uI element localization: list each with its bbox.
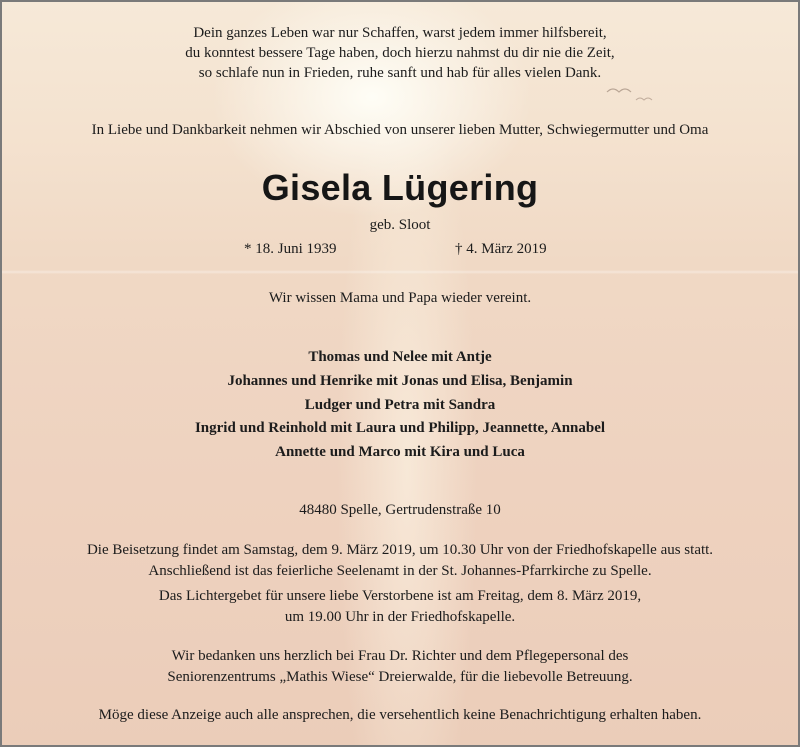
prayer-line: um 19.00 Uhr in der Friedhofskapelle. — [284, 609, 516, 625]
family-member: Ingrid und Reinhold mit Laura und Philipp, Jeannette, Annabel — [194, 420, 606, 437]
thanks-text — [2, 646, 798, 688]
poem-line: du konntest bessere Tage haben, doch hierzu nahmst du dir nie die Zeit, — [185, 45, 615, 61]
family-member: Johannes und Henrike mit Jonas und Elisa, Benjamin — [227, 372, 573, 389]
birth-date: * 18. Juni 1939 — [244, 241, 337, 257]
thanks-line: Seniorenzentrums „Mathis Wiese“ Dreierwalde, für die liebevolle Betreuung. — [167, 669, 633, 685]
funeral-line: Die Beisetzung findet am Samstag, dem 9. März 2019, um 10.30 Uhr von der Friedhofskapelle aus statt. — [86, 542, 714, 558]
family-member: Annette und Marco mit Kira und Luca — [275, 444, 525, 461]
prayer-line: Das Lichtergebet für unsere liebe Verstorbene ist am Freitag, dem 8. März 2019, — [158, 588, 642, 604]
closing-text: Möge diese Anzeige auch alle ansprechen, die versehentlich keine Benachrichtigung erhalten haben. — [98, 707, 702, 723]
horizon-glow — [2, 270, 798, 274]
maiden-name: geb. Sloot — [369, 217, 431, 233]
intro-text: In Liebe und Dankbarkeit nehmen wir Abschied von unserer lieben Mutter, Schwiegermutter und Oma — [91, 122, 709, 138]
address: 48480 Spelle, Gertrudenstraße 10 — [299, 502, 501, 518]
thanks-line: Wir bedanken uns herzlich bei Frau Dr. Richter und dem Pflegepersonal des — [171, 648, 629, 664]
family-member: Thomas und Nelee mit Antje — [308, 349, 492, 365]
death-date: † 4. März 2019 — [455, 241, 547, 257]
poem-line: Dein ganzes Leben war nur Schaffen, warst jedem immer hilfsbereit, — [193, 25, 607, 41]
birds-icon — [602, 80, 662, 110]
family-member: Ludger und Petra mit Sandra — [304, 396, 496, 413]
poem-line: so schlafe nun in Frieden, ruhe sanft und hab für alles vielen Dank. — [198, 65, 602, 81]
poem — [2, 23, 798, 83]
funeral-info — [2, 540, 798, 582]
reunited-text: Wir wissen Mama und Papa wieder vereint. — [268, 290, 532, 306]
funeral-line: Anschließend ist das feierliche Seelenamt in der St. Johannes-Pfarrkirche zu Spelle. — [148, 563, 652, 579]
prayer-info — [2, 586, 798, 628]
family-list — [2, 346, 798, 465]
deceased-name: Gisela Lügering — [261, 167, 539, 208]
